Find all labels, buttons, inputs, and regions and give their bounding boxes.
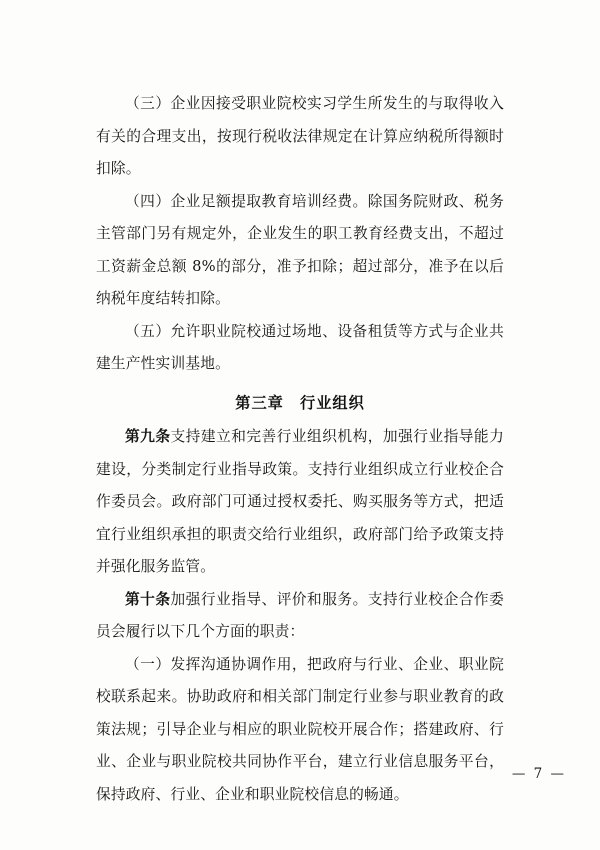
paragraph-item-4: （四）企业足额提取教育培训经费。除国务院财政、税务主管部门另有规定外，企业发生的职工教育经费支出，不超过工资薪金总额 8%的部分，准予扣除；超过部分，准予在以后纳税年度结转扣除。 [96, 192, 504, 307]
article-nine-label: 第九条 [125, 428, 171, 445]
chapter-heading: 第三章 行业组织 [235, 393, 365, 412]
page-number: — 7 — [511, 766, 566, 782]
article-ten-text: 加强行业指导、评价和服务。支持行业校企合作委员会履行以下几个方面的职责： [96, 590, 504, 640]
article-ten [96, 584, 504, 649]
paragraph-item-5: （五）允许职业院校通过场地、设备租赁等方式与企业共建生产性实训基地。 [96, 322, 504, 372]
article-nine [96, 421, 504, 584]
article-nine-text: 支持建立和完善行业组织机构，加强行业指导能力建设，分类制定行业指导政策。支持行业组织成立行业校企合作委员会。政府部门可通过授权委托、购买服务等方式，把适宜行业组织承担的职责交给行业组织，政府部门给予政策支持并强化服务监管。 [96, 428, 504, 575]
paragraph-item-3: （三）企业因接受职业院校实习学生所发生的与取得收入有关的合理支出，按现行税收法律规定在计算应纳税所得额时扣除。 [96, 95, 504, 177]
page-content [96, 88, 504, 811]
article-ten-label: 第十条 [125, 590, 171, 608]
paragraph-item-1: （一）发挥沟通协调作用，把政府与行业、企业、职业院校联系起来。协助政府和相关部门制定行业参与职业教育的政策法规；引导企业与相应的职业院校开展合作；搭建政府、行业、企业与职业院校共同协作平台，建立行业信息服务平台，保持政府、行业、企业和职业院校信息的畅通。 [96, 655, 504, 803]
